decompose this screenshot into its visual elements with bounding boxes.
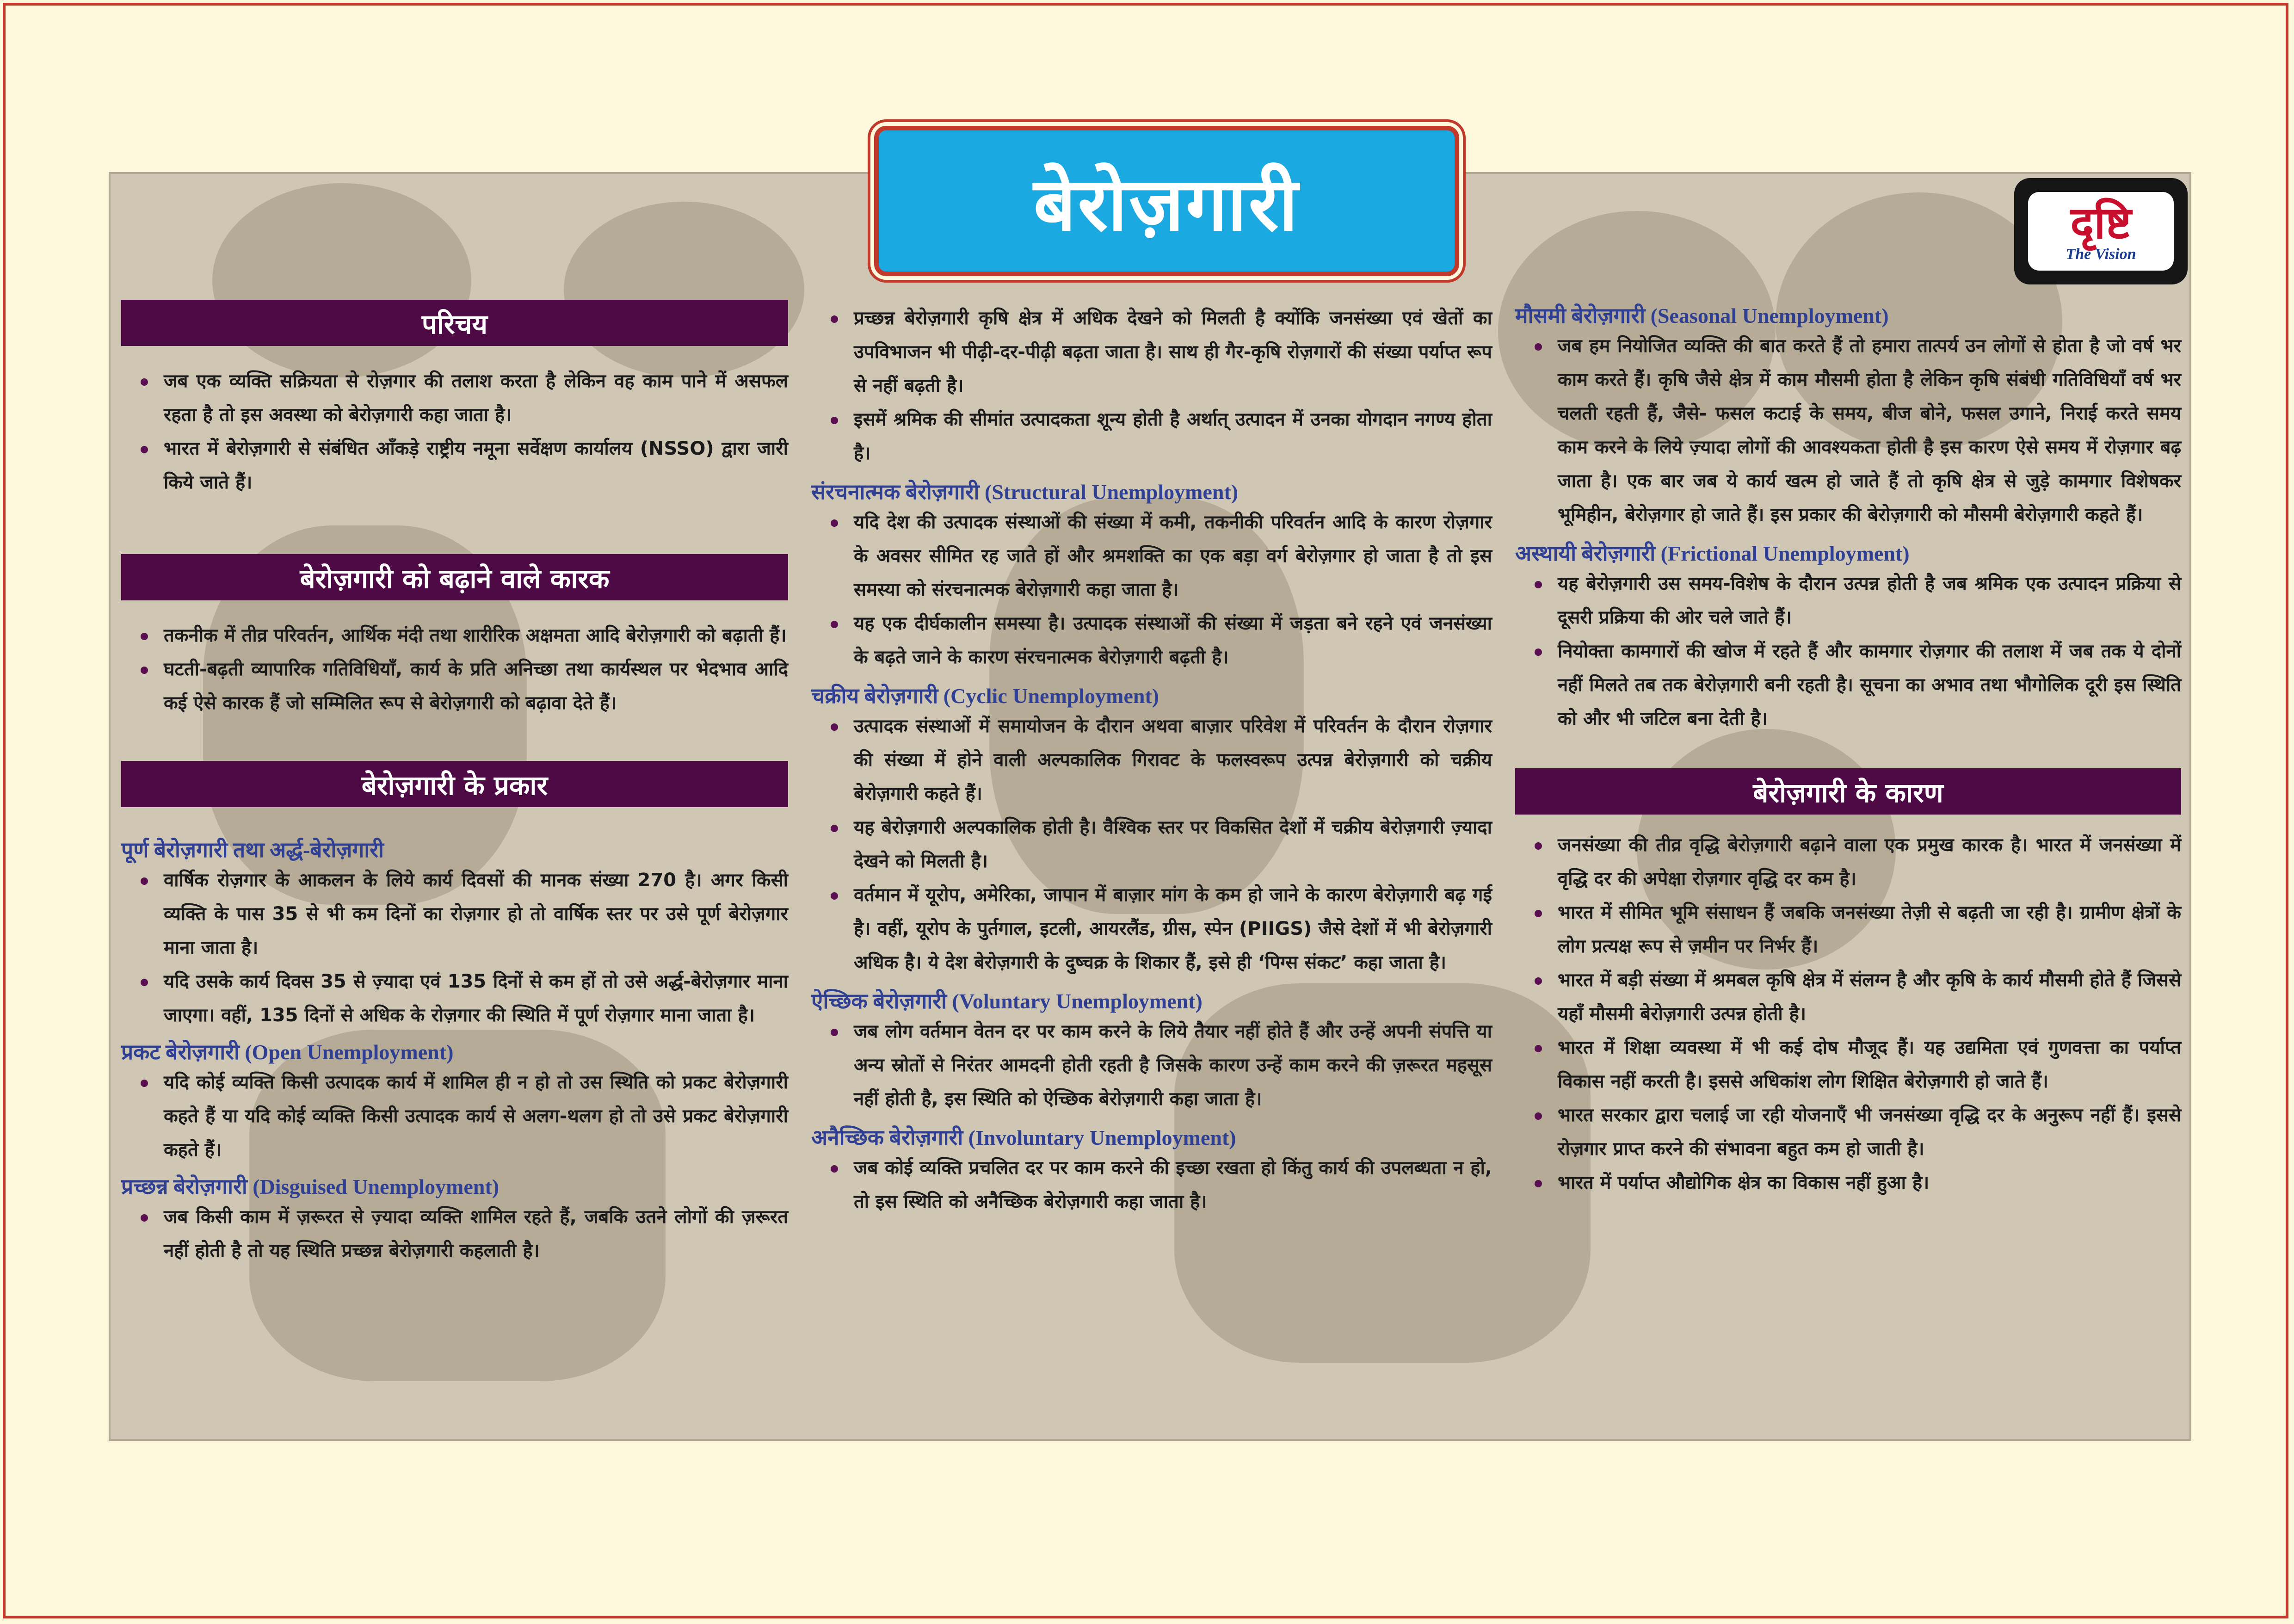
- list-item: प्रच्छन्न बेरोज़गारी कृषि क्षेत्र में अधिक देखने को मिलती है क्योंकि जनसंख्या एवं खेतों का उपविभाजन भी पीढ़ी-दर-पीढ़ी बढ़ता जाता है। साथ ही गैर-कृषि रोज़गारों की संख्या पर्याप्त रूप से नहीं बढ़ती है।: [811, 302, 1492, 403]
- subheading-cyclic-unemployment: चक्रीय बेरोज़गारी (Cyclic Unemployment): [811, 684, 1159, 708]
- column-middle: [811, 302, 1492, 1219]
- list-item: यदि उसके कार्य दिवस 35 से ज़्यादा एवं 135 दिनों से कम हों तो उसे अर्द्ध-बेरोज़गार माना जाएगा। वहीं, 135 दिनों से अधिक के रोज़गार की स्थिति में पूर्ण रोज़गार माना जाता है।: [121, 965, 788, 1032]
- list-item: वार्षिक रोज़गार के आकलन के लिये कार्य दिवसों की मानक संख्या 270 है। अगर किसी व्यक्ति के पास 35 से भी कम दिनों का रोज़गार हो तो वार्षिक स्तर पर उसे पूर्ण बेरोज़गार माना जाता है।: [121, 864, 788, 965]
- list-item: भारत में बेरोज़गारी से संबंधित आँकड़े राष्ट्रीय नमूना सर्वेक्षण कार्यालय (NSSO) द्वारा जारी किये जाते हैं।: [121, 432, 788, 500]
- list-item: उत्पादक संस्थाओं में समायोजन के दौरान अथवा बाज़ार परिवेश में परिवर्तन के दौरान रोज़गार की संख्या में होने वाली अल्पकालिक गिरावट के फलस्वरूप उत्पन्न बेरोज़गारी को चक्रीय बेरोज़गारी कहते हैं।: [811, 710, 1492, 811]
- section-header-factors: बेरोज़गारी को बढ़ाने वाले कारक: [121, 554, 788, 600]
- subheading-full-unemployment: पूर्ण बेरोज़गारी तथा अर्द्ध-बेरोज़गारी: [121, 838, 384, 862]
- cyclic-unemployment-list: [811, 710, 1492, 980]
- list-item: यह बेरोज़गारी उस समय-विशेष के दौरान उत्पन्न होती है जब श्रमिक एक उत्पादन प्रक्रिया से दूसरी प्रक्रिया की ओर चले जाते हैं।: [1515, 567, 2181, 635]
- list-item: जब किसी काम में ज़रूरत से ज़्यादा व्यक्ति शामिल रहते हैं, जबकि उतने लोगों की ज़रूरत नहीं होती है तो यह स्थिति प्रच्छन्न बेरोज़गारी कहलाती है।: [121, 1200, 788, 1268]
- section-header-types: बेरोज़गारी के प्रकार: [121, 761, 788, 807]
- list-item: घटती-बढ़ती व्यापारिक गतिविधियाँ, कार्य के प्रति अनिच्छा तथा कार्यस्थल पर भेदभाव आदि कई ऐसे कारक हैं जो सम्मिलित रूप से बेरोज़गारी को बढ़ावा देते हैं।: [121, 653, 788, 720]
- list-item: जनसंख्या की तीव्र वृद्धि बेरोज़गारी बढ़ाने वाला एक प्रमुख कारक है। भारत में जनसंख्या में वृद्धि दर की अपेक्षा रोज़गार वृद्धि दर कम है।: [1515, 828, 2181, 896]
- list-item: जब हम नियोजित व्यक्ति की बात करते हैं तो हमारा तात्पर्य उन लोगों से होता है जो वर्ष भर काम करते हैं। कृषि जैसे क्षेत्र में काम मौसमी होता है लेकिन कृषि संबंधी गतिविधियाँ वर्ष भर चलती रहती हैं, जैसे- फसल कटाई के समय, बीज बोने, फसल उगाने, निराई करते समय काम करने के लिये ज़्यादा लोगों की आवश्यकता होती है इस कारण ऐसे समय में रोज़गार बढ़ जाता है। एक बार जब ये कार्य खत्म हो जाते हैं तो कृषि क्षेत्र से जुड़े कामगार विशेषकर भूमिहीन, बेरोज़गार हो जाते हैं। इस प्रकार की बेरोज़गारी को मौसमी बेरोज़गारी कहते हैं।: [1515, 329, 2181, 532]
- structural-unemployment-list: [811, 506, 1492, 674]
- subheading-structural-unemployment: संरचनात्मक बेरोज़गारी (Structural Unemployment): [811, 480, 1239, 504]
- list-item: तकनीक में तीव्र परिवर्तन, आर्थिक मंदी तथा शारीरिक अक्षमता आदि बेरोज़गारी को बढ़ाती हैं।: [121, 619, 788, 653]
- open-unemployment-list: [121, 1066, 788, 1167]
- page-title: बेरोज़गारी: [1033, 161, 1300, 247]
- list-item: यदि कोई व्यक्ति किसी उत्पादक कार्य में शामिल ही न हो तो उस स्थिति को प्रकट बेरोज़गारी कहते हैं या यदि कोई व्यक्ति किसी उत्पादक कार्य से अलग-थलग हो तो उसे प्रकट बेरोज़गारी कहते हैं।: [121, 1066, 788, 1167]
- disguised-unemployment-list-continued: [811, 302, 1492, 470]
- list-item: यह एक दीर्घकालीन समस्या है। उत्पादक संस्थाओं की संख्या में जड़ता बने रहने एवं जनसंख्या के बढ़ते जाने के कारण संरचनात्मक बेरोज़गारी बढ़ती है।: [811, 607, 1492, 674]
- brand-logo: [2014, 178, 2188, 284]
- subheading-disguised-unemployment: प्रच्छन्न बेरोज़गारी (Disguised Unemployment): [121, 1175, 500, 1198]
- column-right: [1515, 301, 2181, 1200]
- voluntary-unemployment-list: [811, 1015, 1492, 1116]
- seasonal-unemployment-list: [1515, 329, 2181, 532]
- list-item: भारत में सीमित भूमि संसाधन हैं जबकि जनसंख्या तेज़ी से बढ़ती जा रही है। ग्रामीण क्षेत्रों के लोग प्रत्यक्ष रूप से ज़मीन पर निर्भर हैं।: [1515, 896, 2181, 963]
- disguised-unemployment-list: [121, 1200, 788, 1268]
- list-item: जब एक व्यक्ति सक्रियता से रोज़गार की तलाश करता है लेकिन वह काम पाने में असफल रहता है तो इस अवस्था को बेरोज़गारी कहा जाता है।: [121, 364, 788, 432]
- causes-list: [1515, 828, 2181, 1200]
- list-item: भारत में बड़ी संख्या में श्रमबल कृषि क्षेत्र में संलग्न है और कृषि के कार्य मौसमी होते हैं जिससे यहाँ मौसमी बेरोज़गारी उत्पन्न होती है।: [1515, 963, 2181, 1031]
- subheading-seasonal-unemployment: मौसमी बेरोज़गारी (Seasonal Unemployment): [1515, 304, 1889, 327]
- section-header-causes: बेरोज़गारी के कारण: [1515, 768, 2181, 815]
- intro-list: [121, 364, 788, 500]
- list-item: जब कोई व्यक्ति प्रचलित दर पर काम करने की इच्छा रखता हो किंतु कार्य की उपलब्धता न हो, तो इस स्थिति को अनैच्छिक बेरोज़गारी कहा जाता है।: [811, 1151, 1492, 1219]
- involuntary-unemployment-list: [811, 1151, 1492, 1219]
- list-item: यदि देश की उत्पादक संस्थाओं की संख्या में कमी, तकनीकी परिवर्तन आदि के कारण रोज़गार के अवसर सीमित रह जाते हों और श्रमशक्ति का एक बड़ा वर्ग बेरोज़गार हो जाता है तो इस समस्या को संरचनात्मक बेरोज़गारी कहा जाता है।: [811, 506, 1492, 607]
- column-left: [121, 300, 788, 1268]
- list-item: नियोक्ता कामगारों की खोज में रहते हैं और कामगार रोज़गार की तलाश में जब तक ये दोनों नहीं मिलते तब तक बेरोज़गारी बनी रहती है। सूचना का अभाव तथा भौगोलिक दूरी इस स्थिति को और भी जटिल बना देती है।: [1515, 635, 2181, 736]
- frictional-unemployment-list: [1515, 567, 2181, 736]
- logo-tagline: The Vision: [2066, 246, 2136, 263]
- subheading-voluntary-unemployment: ऐच्छिक बेरोज़गारी (Voluntary Unemployment): [811, 989, 1202, 1013]
- factors-list: [121, 619, 788, 720]
- list-item: यह बेरोज़गारी अल्पकालिक होती है। वैश्विक स्तर पर विकसित देशों में चक्रीय बेरोज़गारी ज़्यादा देखने को मिलती है।: [811, 811, 1492, 878]
- list-item: जब लोग वर्तमान वेतन दर पर काम करने के लिये तैयार नहीं होते हैं और उन्हें अपनी संपत्ति या अन्य स्रोतों से निरंतर आमदनी होती रहती है जिसके कारण उन्हें काम करने की ज़रूरत महसूस नहीं होती है, इस स्थिति को ऐच्छिक बेरोज़गारी कहा जाता है।: [811, 1015, 1492, 1116]
- section-header-intro: परिचय: [121, 300, 788, 346]
- full-unemployment-list: [121, 864, 788, 1032]
- subheading-involuntary-unemployment: अनैच्छिक बेरोज़गारी (Involuntary Unemployment): [811, 1126, 1236, 1149]
- list-item: भारत में पर्याप्त औद्योगिक क्षेत्र का विकास नहीं हुआ है।: [1515, 1166, 2181, 1200]
- list-item: भारत में शिक्षा व्यवस्था में भी कई दोष मौजूद हैं। यह उद्यमिता एवं गुणवत्ता का पर्याप्त विकास नहीं करती है। इससे अधिकांश लोग शिक्षित बेरोज़गारी हो जाते हैं।: [1515, 1031, 2181, 1099]
- page-title-banner: [874, 126, 1459, 276]
- list-item: इसमें श्रमिक की सीमांत उत्पादकता शून्य होती है अर्थात् उत्पादन में उनका योगदान नगण्य होता है।: [811, 403, 1492, 470]
- list-item: वर्तमान में यूरोप, अमेरिका, जापान में बाज़ार मांग के कम हो जाने के कारण बेरोज़गारी बढ़ गई है। वहीं, यूरोप के पुर्तगाल, इटली, आयरलैंड, ग्रीस, स्पेन (PIIGS) जैसे देशों में भी बेरोज़गारी अधिक है। ये देश बेरोज़गारी के दुष्चक्र के शिकार हैं, इसे ही ‘पिग्स संकट’ कहा जाता है।: [811, 878, 1492, 980]
- logo-text: दृष्टि: [2070, 197, 2132, 249]
- subheading-open-unemployment: प्रकट बेरोज़गारी (Open Unemployment): [121, 1040, 454, 1064]
- list-item: भारत सरकार द्वारा चलाई जा रही योजनाएँ भी जनसंख्या वृद्धि दर के अनुरूप नहीं हैं। इससे रोज़गार प्राप्त करने की संभावना बहुत कम हो जाती है।: [1515, 1099, 2181, 1166]
- subheading-frictional-unemployment: अस्थायी बेरोज़गारी (Frictional Unemployment): [1515, 542, 1910, 565]
